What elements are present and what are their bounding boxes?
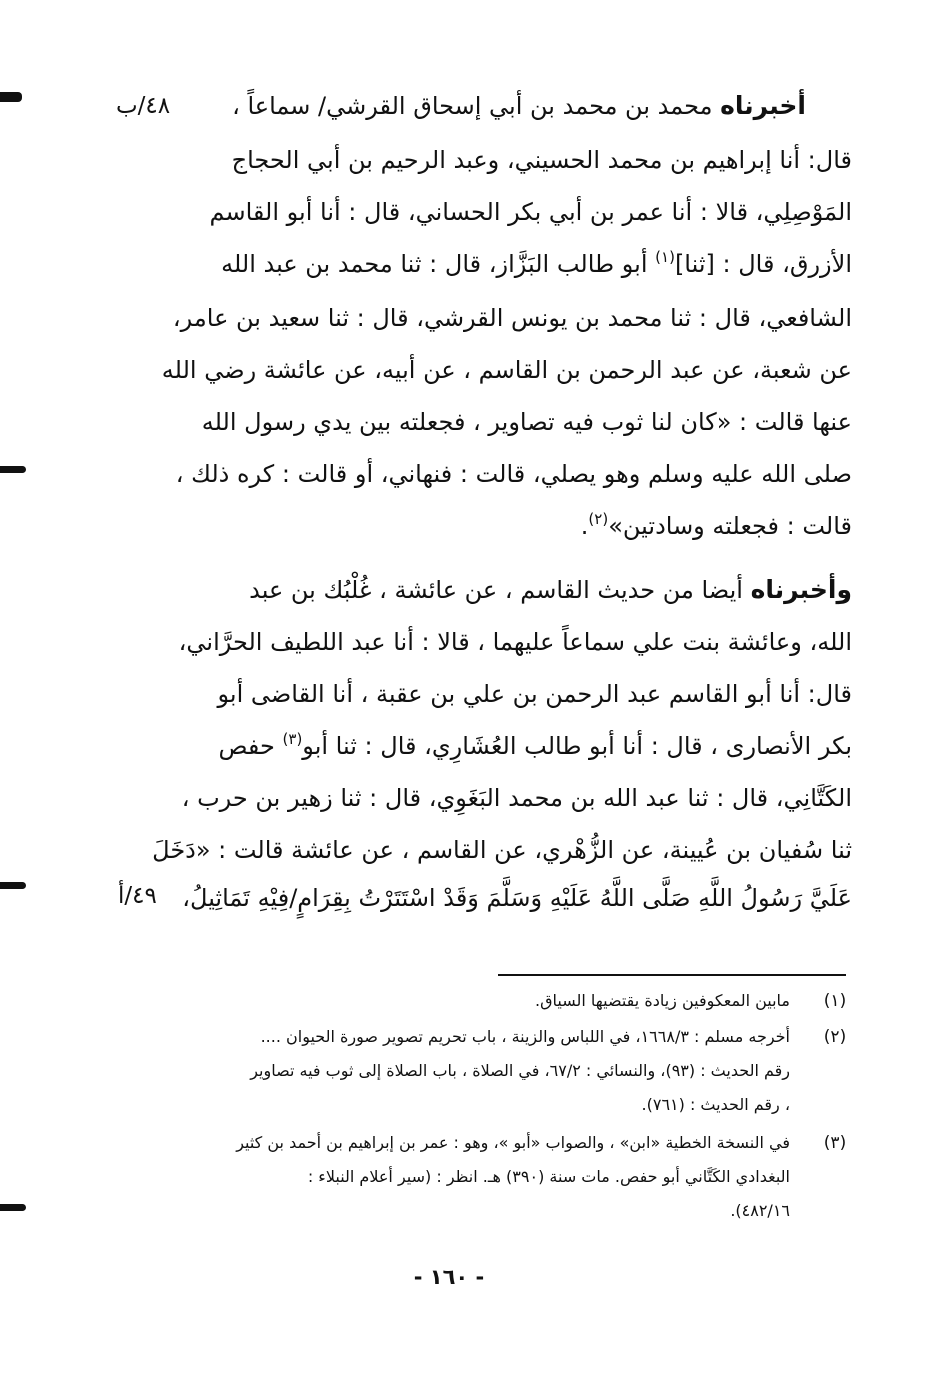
text-line: [221, 246, 852, 282]
text-line: قال: أنا إبراهيم بن محمد الحسيني، وعبد الرحيم بن أبي الحجاج: [231, 146, 852, 174]
text-line: الكَتَّانِي، قال : ثنا عبد الله بن محمد البَغَوِي، قال : ثنا زهير بن حرب ،: [181, 784, 852, 812]
text-line: [232, 88, 806, 124]
lead-word: أخبرناه: [720, 91, 806, 120]
margin-mark: [0, 466, 26, 473]
footnote-ref: (١): [655, 248, 675, 266]
line-text: الأزرق، قال : [ثنا]: [674, 250, 852, 278]
footnote-number: (٣): [823, 1133, 847, 1153]
line-text: حفص: [218, 732, 275, 760]
footnote-text: مابين المعكوفين زيادة يقتضيها السياق.: [535, 991, 790, 1010]
line-text: أبو طالب البَزَّاز، قال : ثنا محمد بن عبد الله: [221, 250, 648, 278]
footnote-ref: (٢): [588, 510, 609, 528]
footnote-text: ، رقم الحديث : (٧٦١).: [641, 1095, 790, 1114]
text-line: [249, 572, 852, 608]
line-text: أيضا من حديث القاسم ، عن عائشة ، غُلْبُك بن عبد: [249, 576, 743, 604]
line-text: محمد بن محمد بن أبي إسحاق القرشي/ سماعاً ،: [232, 92, 713, 120]
text-line: عَلَيَّ رَسُولُ اللَّهِ صَلَّى اللَّهُ عَلَيْهِ وَسَلَّمَ وَقَدْ اسْتَتَرْتُ بِقِرَامٍ/فِيْهِ تَمَاثِيلُ،: [182, 884, 852, 912]
footnote-text: في النسخة الخطية «ابن» ، والصواب «أبو »، وهو : عمر بن إبراهيم بن أحمد بن كثير: [236, 1133, 790, 1152]
footnote-ref: (٣): [282, 730, 303, 748]
footnote-text: ٤٨٢/١٦).: [730, 1201, 790, 1220]
folio-ref-top: ٤٨/ب: [116, 93, 171, 119]
text-line: عن شعبة، عن عبد الرحمن بن القاسم ، عن أبيه، عن عائشة رضي الله: [161, 356, 852, 384]
margin-mark: [0, 92, 22, 102]
text-line: [581, 508, 852, 544]
footnote-text: أخرجه مسلم : ١٦٦٨/٣، في اللباس والزينة ، باب تحريم تصوير صورة الحيوان ....: [260, 1027, 790, 1046]
page-number: - ١٦٠ -: [413, 1265, 485, 1289]
footnote-text: البغدادي الكَتَّاني أبو حفص. مات سنة (٣٩٠) هـ. انظر : (سير أعلام النبلاء :: [307, 1167, 790, 1186]
text-line: المَوْصِلِي، قالا : أنا عمر بن أبي بكر الحساني، قال : أنا أبو القاسم: [209, 198, 852, 226]
text-line: قال: أنا أبو القاسم عبد الرحمن بن علي بن عقبة ، أنا القاضى أبو: [217, 680, 852, 708]
line-text: .: [580, 512, 589, 540]
footnote-separator: [498, 974, 846, 976]
text-line: الله، وعائشة بنت علي سماعاً عليهما ، قالا : أنا عبد اللطيف الحرَّاني،: [178, 628, 852, 656]
lead-word: وأخبرناه: [750, 575, 852, 604]
text-line: ثنا سُفيان بن عُيينة، عن الزُّهْري، عن القاسم ، عن عائشة قالت : «دَخَلَ: [152, 836, 852, 864]
text-line: [218, 728, 852, 764]
text-line: الشافعي، قال : ثنا محمد بن يونس القرشي، قال : ثنا سعيد بن عامر،: [172, 304, 852, 332]
text-line: عنها قالت : «كان لنا ثوب فيه تصاوير ، فجعلته بين يدي رسول الله: [201, 408, 852, 436]
folio-ref-bottom: ٤٩/أ: [118, 883, 157, 909]
footnote-text: رقم الحديث : (٩٣)، والنسائي : ٦٧/٢، في الصلاة ، باب الصلاة إلى ثوب فيه تصاوير: [250, 1061, 790, 1080]
text-line: صلى الله عليه وسلم وهو يصلي، قالت : فنهاني، أو قالت : كره ذلك ،: [175, 460, 852, 488]
margin-mark: [0, 882, 26, 889]
line-text: قالت : فجعلته وسادتين»: [608, 512, 852, 540]
margin-mark: [0, 1204, 26, 1211]
line-text: بكر الأنصارى ، قال : أنا أبو طالب العُشَارِي، قال : ثنا أبو: [302, 732, 852, 760]
footnote-number: (١): [823, 991, 847, 1011]
footnote-number: (٢): [823, 1027, 847, 1047]
